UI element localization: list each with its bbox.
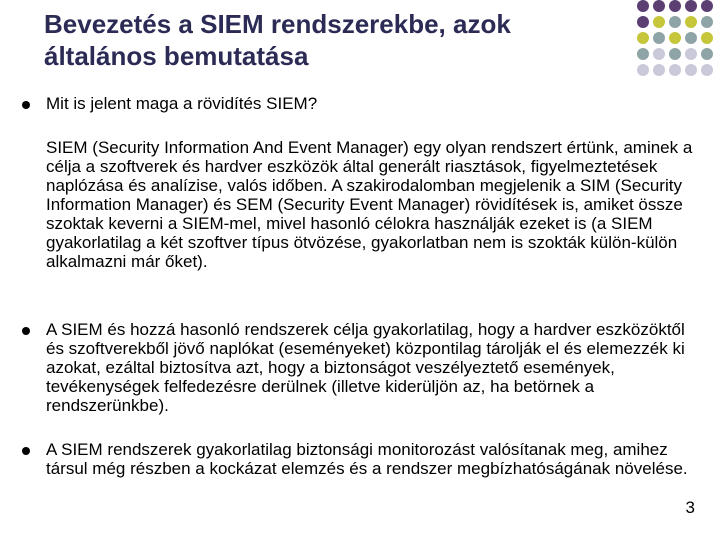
bullet-text-1: Mit is jelent maga a rövidítés SIEM? (46, 94, 318, 113)
page-number: 3 (685, 498, 695, 517)
bullet-text-3: A SIEM rendszerek gyakorlatilag biztonsági monitorozást valósítanak meg, amihez társul még részben a kockázat elemzés és a rendszer megbízhatóságának növelése. (46, 440, 688, 478)
bullet-icon (22, 327, 30, 335)
bullet-text-2: A SIEM és hozzá hasonló rendszerek célja gyakorlatilag, hogy a hardver eszközöktől és szoftverekből jövő naplókat (eseményeket) központilag tárolják el és elemezzék ki azokat, ezáltal biztosítva azt, hogy a biztonságot veszélyeztető események, tevékenységek felfedezésre derülnek (illetve kiderüljön az, ha betörnek a rendszerünkbe). (46, 320, 685, 415)
slide-title: Bevezetés a SIEM rendszerekbe, azok általános bemutatása (44, 9, 511, 71)
bullet-icon (22, 447, 30, 455)
bullet-icon (22, 101, 30, 109)
definition-paragraph: SIEM (Security Information And Event Manager) egy olyan rendszert értünk, aminek a célja a szoftverek és hardver eszközök által generált riasztások, figyelmeztetések naplózása és analízise, valós időben. A szakirodalomban megjelenik a SIM (Security Information Manager) és SEM (Security Event Manager) rövidítések is, amiket össze szoktak keverni a SIEM-mel, mivel hasonló célokra használják ezeket is (a SIEM gyakorlatilag a két szoftver típus ötvözése, gyakorlatban nem is szokták külön-külön alkalmazni már őket). (46, 138, 693, 271)
